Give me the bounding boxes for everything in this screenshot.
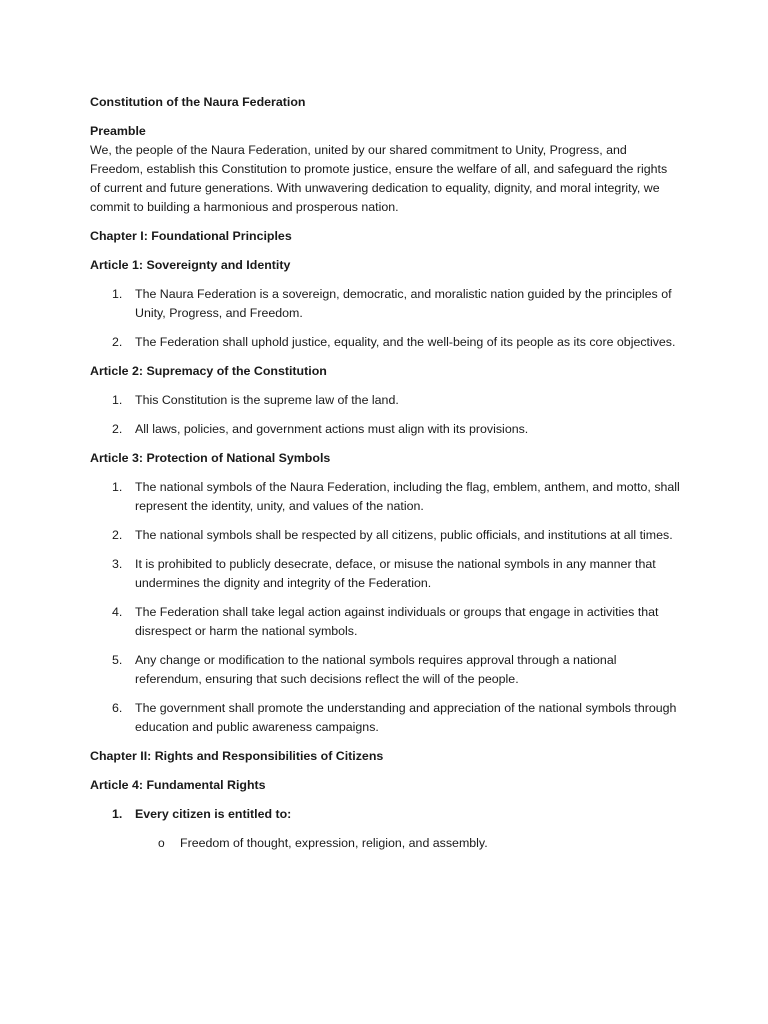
list-item [90, 603, 680, 641]
sub-list-item [90, 834, 680, 853]
list-item [90, 526, 680, 545]
list-number: 1. [112, 480, 123, 494]
list-number: 2. [112, 528, 123, 542]
list-item [90, 285, 680, 323]
chapter-2-heading: Chapter II: Rights and Responsibilities of Citizens [90, 749, 384, 763]
document-body [90, 93, 680, 863]
list-number: 1. [112, 287, 123, 301]
chapter-1-heading: Chapter I: Foundational Principles [90, 229, 292, 243]
list-number: 4. [112, 605, 123, 619]
list-number: 6. [112, 701, 123, 715]
list-item [90, 805, 680, 824]
list-item [90, 555, 680, 593]
list-item-text: The national symbols of the Naura Federation, including the flag, emblem, anthem, and motto, shall represent the identity, unity, and values of the nation. [135, 480, 680, 513]
list-number: 5. [112, 653, 123, 667]
list-item-text: The Federation shall uphold justice, equality, and the well-being of its people as its core objectives. [135, 335, 676, 349]
list-item [90, 651, 680, 689]
article-3-heading: Article 3: Protection of National Symbols [90, 451, 331, 465]
list-item [90, 333, 680, 352]
list-number: 1. [112, 393, 123, 407]
article-4-sublist [90, 834, 680, 853]
list-item-text: All laws, policies, and government actions must align with its provisions. [135, 422, 529, 436]
preamble-heading: Preamble [90, 124, 146, 138]
article-2-list [90, 391, 680, 439]
article-4-heading: Article 4: Fundamental Rights [90, 778, 266, 792]
list-item [90, 420, 680, 439]
list-item-text: The government shall promote the understanding and appreciation of the national symbols through education and public awareness campaigns. [135, 701, 677, 734]
sub-list-item-text: Freedom of thought, expression, religion, and assembly. [180, 836, 488, 850]
list-number: 2. [112, 335, 123, 349]
preamble-text: We, the people of the Naura Federation, united by our shared commitment to Unity, Progress, and Freedom, establish this Constitution to promote justice, ensure the welfare of all, and safeguard the rights of current and future generations. With unwavering dedication to equality, dignity, and moral integrity, we commit to building a harmonious and prosperous nation. [90, 143, 668, 214]
list-item [90, 478, 680, 516]
list-number: 2. [112, 422, 123, 436]
list-item [90, 391, 680, 410]
article-4-list [90, 805, 680, 824]
list-item-text: This Constitution is the supreme law of the land. [135, 393, 399, 407]
article-1-list [90, 285, 680, 352]
article-1-heading: Article 1: Sovereignty and Identity [90, 258, 291, 272]
list-item [90, 699, 680, 737]
list-item-text: The national symbols shall be respected by all citizens, public officials, and institutions at all times. [135, 528, 673, 542]
list-item-text: The Federation shall take legal action against individuals or groups that engage in activities that disrespect or harm the national symbols. [135, 605, 659, 638]
article-2-heading: Article 2: Supremacy of the Constitution [90, 364, 327, 378]
list-item-text: It is prohibited to publicly desecrate, deface, or misuse the national symbols in any manner that undermines the dignity and integrity of the Federation. [135, 557, 656, 590]
list-number: 1. [112, 807, 123, 821]
list-item-text: Any change or modification to the national symbols requires approval through a national referendum, ensuring that such decisions reflect the will of the people. [135, 653, 617, 686]
bullet-marker: o [158, 836, 165, 850]
document-title: Constitution of the Naura Federation [90, 95, 306, 109]
article-3-list [90, 478, 680, 737]
list-number: 3. [112, 557, 123, 571]
list-item-text: Every citizen is entitled to: [135, 807, 292, 821]
list-item-text: The Naura Federation is a sovereign, democratic, and moralistic nation guided by the principles of Unity, Progress, and Freedom. [135, 287, 672, 320]
